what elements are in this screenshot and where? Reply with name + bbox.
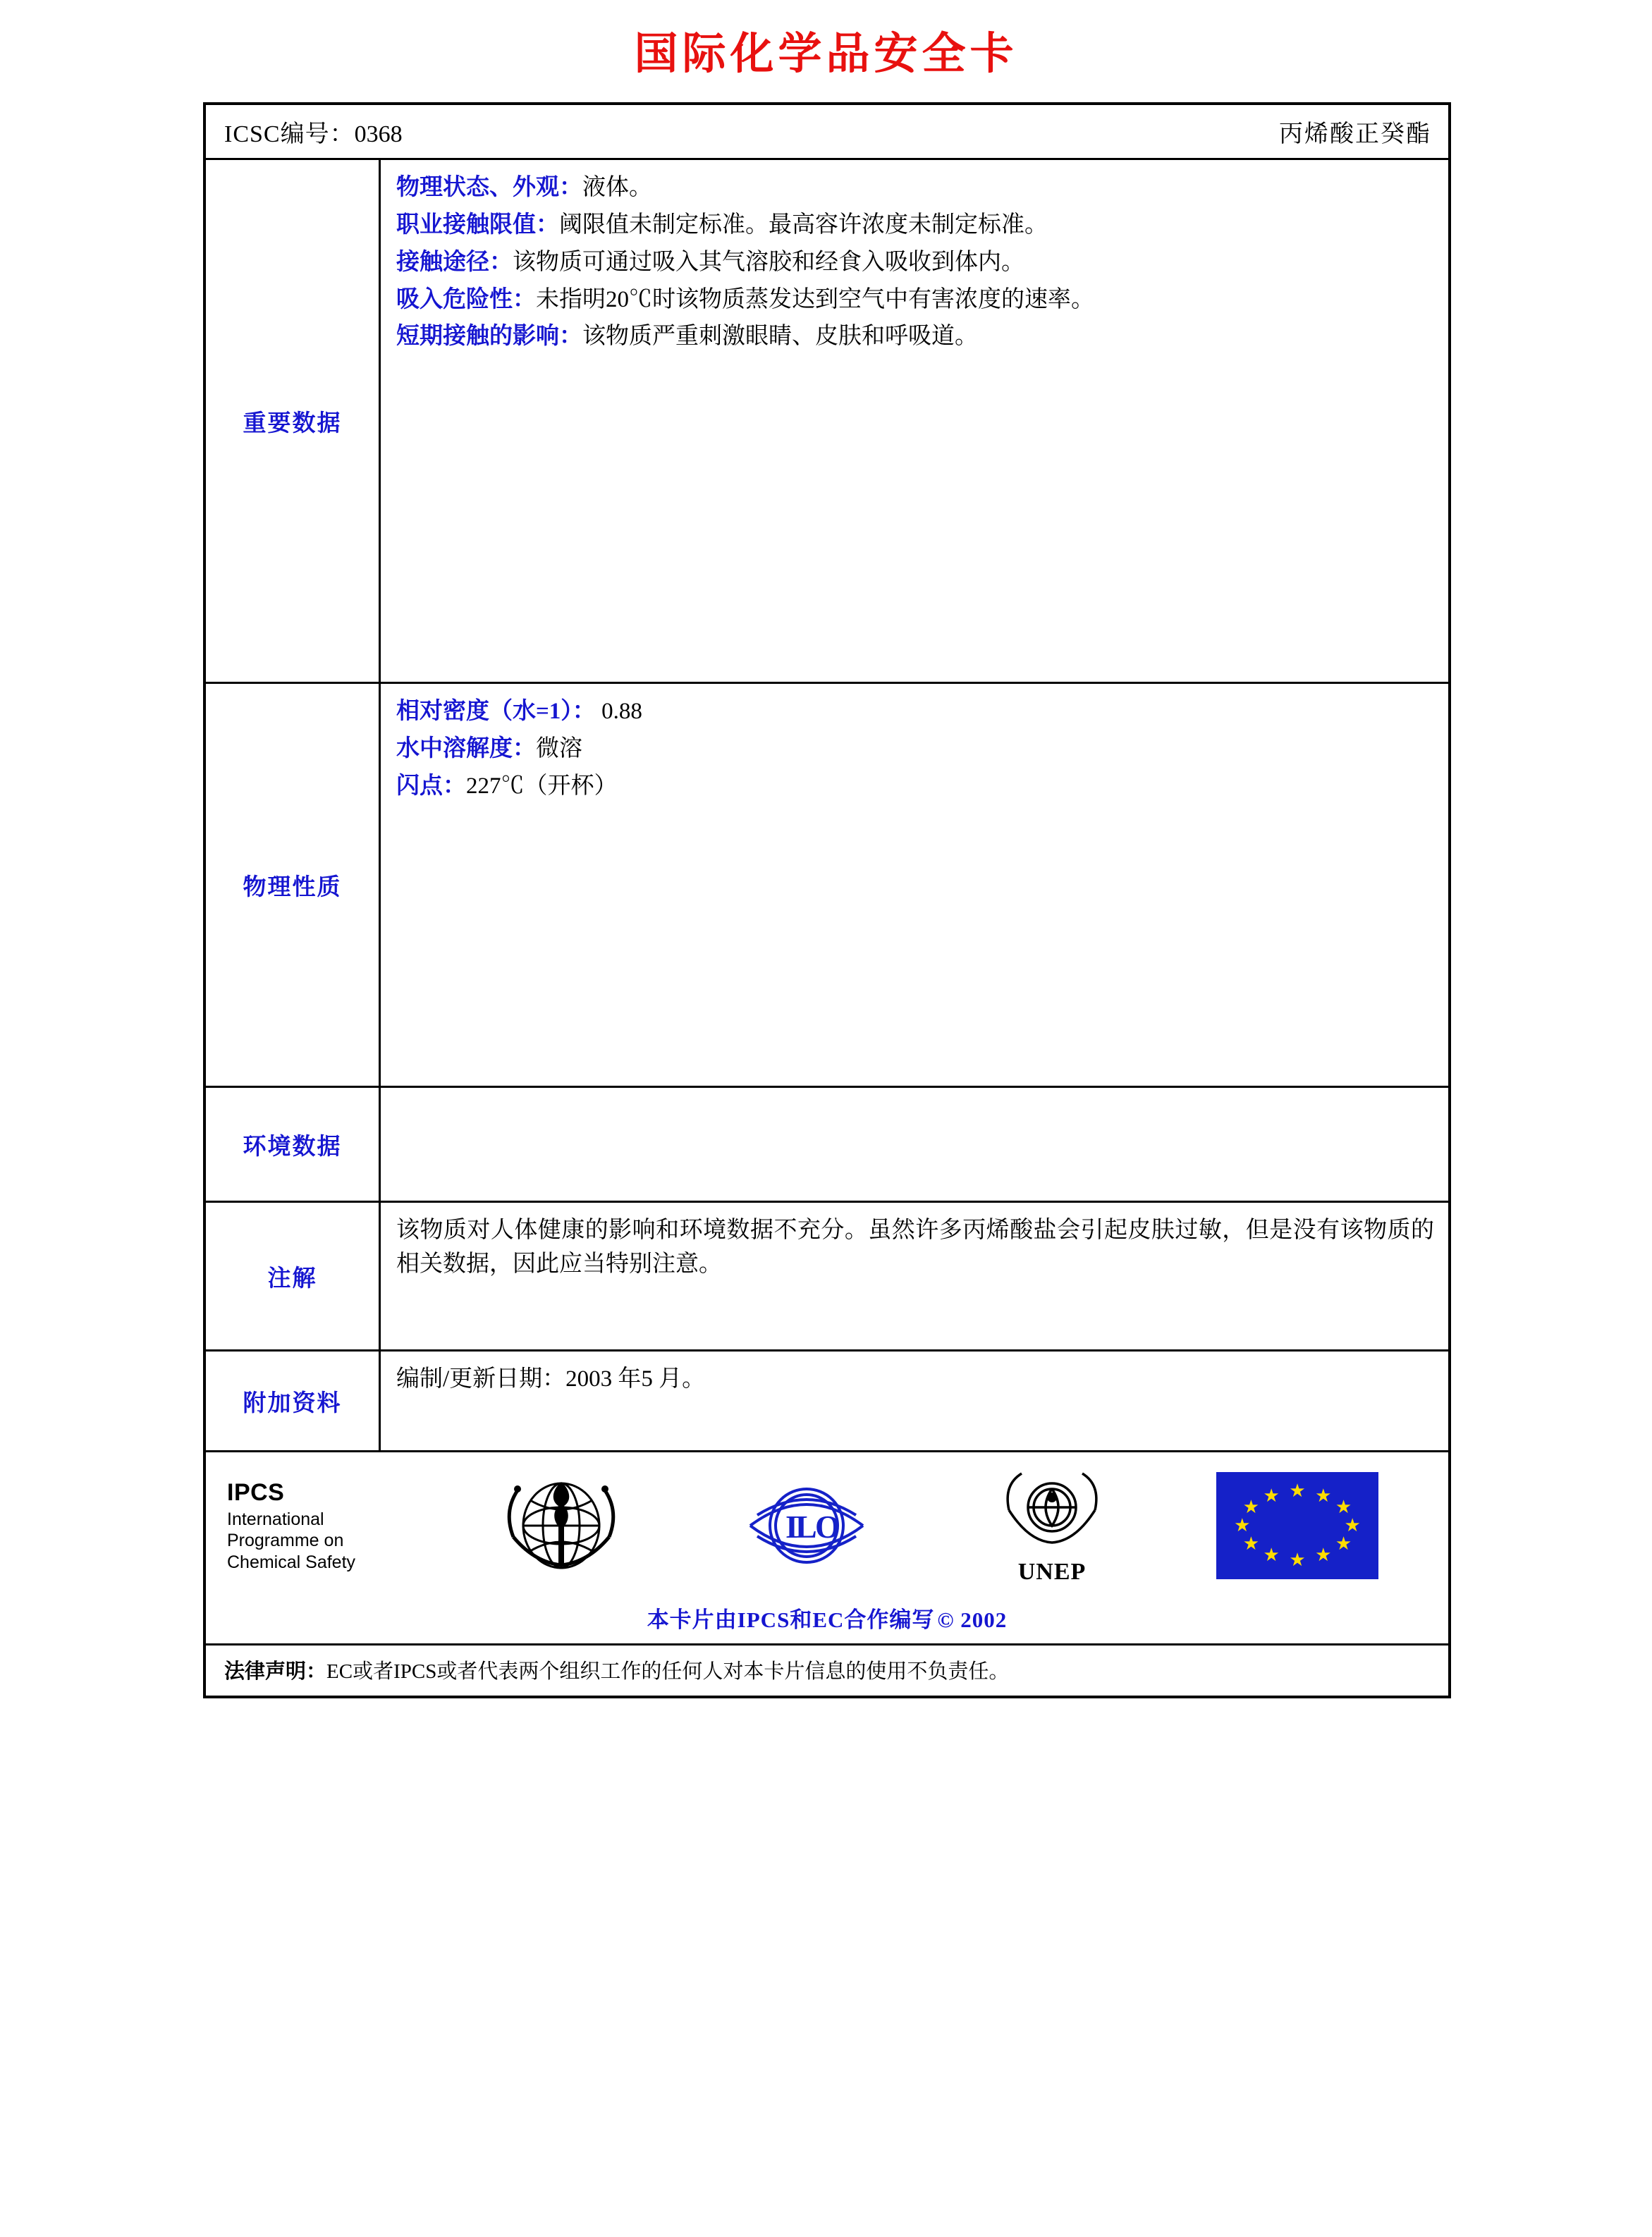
data-line-key: 相对密度（水=1）： bbox=[396, 699, 596, 724]
data-line-value: 阈限值未制定标准。最高容许浓度未制定标准。 bbox=[559, 212, 1048, 238]
ilo-logo-icon bbox=[736, 1473, 877, 1579]
data-line bbox=[396, 171, 1434, 204]
ipcs-line-2: Programme on bbox=[227, 1531, 344, 1551]
unep-label: UNEP bbox=[1017, 1558, 1087, 1585]
data-line-value: 该物质严重刺激眼睛、皮肤和呼吸道。 bbox=[582, 324, 978, 350]
data-line-value: 液体。 bbox=[582, 175, 652, 200]
data-line-key: 物理状态、外观： bbox=[396, 175, 582, 200]
data-line-value: 227℃（开杯） bbox=[466, 773, 618, 799]
unep-logo-slot bbox=[929, 1466, 1175, 1586]
data-line-value: 该物质可通过吸入其气溶胶和经食入吸收到体内。 bbox=[513, 249, 1024, 275]
data-line-key: 闪点： bbox=[396, 773, 466, 799]
section-content-important-data bbox=[381, 160, 1448, 682]
section-label-important-data: 重要数据 bbox=[206, 160, 381, 682]
section-label-environmental-data: 环境数据 bbox=[206, 1088, 381, 1201]
data-line bbox=[396, 246, 1434, 279]
ipcs-wordmark bbox=[227, 1478, 439, 1574]
legal-label: 法律声明： bbox=[224, 1660, 327, 1683]
who-logo-icon bbox=[496, 1469, 627, 1582]
copyright-text: © 2002 bbox=[937, 1607, 1008, 1632]
eu-flag-slot bbox=[1175, 1472, 1420, 1579]
svg-text:L: L bbox=[795, 1509, 817, 1545]
additional-info-text: 编制/更新日期：2003 年5 月。 bbox=[396, 1366, 706, 1392]
ipcs-line-3: Chemical Safety bbox=[227, 1552, 356, 1572]
section-label-notes: 注解 bbox=[206, 1203, 381, 1349]
data-line-key: 水中溶解度： bbox=[396, 735, 536, 761]
svg-text:O: O bbox=[815, 1509, 840, 1545]
notes-text: 该物质对人体健康的影响和环境数据不充分。虽然许多丙烯酸盐会引起皮肤过敏，但是没有该物质的相关数据，因此应当特别注意。 bbox=[396, 1218, 1434, 1277]
eu-flag-icon: ★ ★ ★ ★ ★ ★ ★ ★ ★ ★ ★ ★ bbox=[1216, 1472, 1378, 1579]
who-logo-slot bbox=[439, 1469, 684, 1582]
data-line bbox=[396, 320, 1434, 353]
data-line bbox=[396, 770, 1434, 803]
ilo-logo-slot bbox=[684, 1473, 929, 1579]
substance-name: 丙烯酸正癸酯 bbox=[1279, 121, 1431, 147]
section-content-environmental-data bbox=[381, 1088, 1448, 1201]
section-environmental-data bbox=[206, 1088, 1448, 1203]
data-line-key: 短期接触的影响： bbox=[396, 324, 582, 350]
section-notes bbox=[206, 1203, 1448, 1352]
credit-row bbox=[206, 1599, 1448, 1645]
ipcs-title: IPCS bbox=[227, 1478, 285, 1506]
section-label-additional-info: 附加资料 bbox=[206, 1352, 381, 1450]
data-line bbox=[396, 695, 1434, 728]
icsc-label: ICSC编号： bbox=[224, 121, 355, 147]
svg-text:I: I bbox=[785, 1509, 798, 1545]
section-content-physical-properties bbox=[381, 684, 1448, 1086]
ipcs-line-1: International bbox=[227, 1509, 324, 1529]
data-line bbox=[396, 283, 1434, 317]
legal-text: EC或者IPCS或者代表两个组织工作的任何人对本卡片信息的使用不负责任。 bbox=[326, 1660, 1010, 1683]
page-title: 国际化学品安全卡 bbox=[634, 30, 1018, 78]
section-physical-properties bbox=[206, 684, 1448, 1088]
section-label-physical-properties: 物理性质 bbox=[206, 684, 381, 1086]
section-important-data bbox=[206, 160, 1448, 684]
icsc-number: 0368 bbox=[354, 121, 403, 147]
data-line bbox=[396, 733, 1434, 766]
data-line-key: 接触途径： bbox=[396, 249, 513, 275]
icsc-card bbox=[203, 102, 1451, 1698]
card-header bbox=[206, 105, 1448, 160]
data-line-value: 微溶 bbox=[536, 735, 582, 761]
data-line-value: 未指明20℃时该物质蒸发达到空气中有害浓度的速率。 bbox=[536, 286, 1094, 312]
footer-logos bbox=[206, 1452, 1448, 1599]
data-line-key: 吸入危险性： bbox=[396, 286, 536, 312]
icsc-number-group bbox=[224, 114, 403, 149]
data-line bbox=[396, 209, 1434, 242]
data-line-key: 职业接触限值： bbox=[396, 212, 559, 238]
credit-text: 本卡片由IPCS和EC合作编写 bbox=[647, 1607, 935, 1632]
section-content-notes bbox=[381, 1203, 1448, 1349]
unep-logo-icon bbox=[991, 1466, 1114, 1586]
section-additional-info bbox=[206, 1352, 1448, 1452]
legal-notice bbox=[206, 1645, 1448, 1696]
data-line-value: 0.88 bbox=[601, 699, 642, 724]
section-content-additional-info bbox=[381, 1352, 1448, 1450]
